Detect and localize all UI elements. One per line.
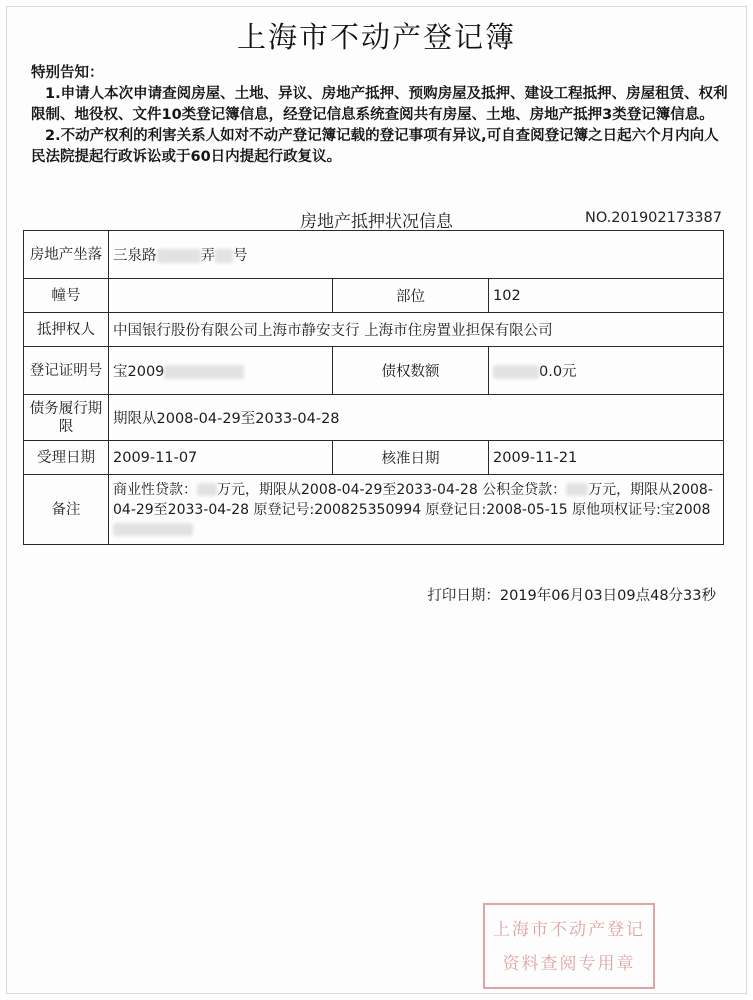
seal-line-1: 上海市不动产登记 — [493, 920, 645, 940]
redaction-blur — [566, 483, 588, 496]
cert-prefix: 宝2009 — [113, 364, 165, 380]
remarks-value — [109, 475, 724, 545]
special-notice — [31, 63, 731, 168]
document-number: NO.201902173387 — [585, 210, 722, 226]
accept-date-label: 受理日期 — [24, 441, 109, 475]
amount-value — [489, 347, 724, 395]
table-row — [24, 347, 724, 395]
registry-document-page — [6, 6, 747, 994]
table-row — [24, 279, 724, 313]
table-row — [24, 395, 724, 441]
table-row — [24, 441, 724, 475]
remarks-label: 备注 — [24, 475, 109, 545]
notice-heading: 特别告知： — [31, 65, 104, 81]
remarks-part-1: 商业性贷款： — [113, 481, 197, 498]
building-label: 幢号 — [24, 279, 109, 313]
unit-label: 部位 — [333, 279, 489, 313]
amount-suffix: 0.0元 — [539, 364, 577, 380]
location-suffix: 号 — [233, 248, 248, 264]
seal-line-2: 资料查阅专用章 — [502, 954, 636, 974]
notice-paragraph-1: 1.申请人本次申请查阅房屋、土地、异议、房地产抵押、预购房屋及抵押、建设工程抵押、房屋租赁、权利限制、地役权、文件10类登记簿信息，经登记信息系统查阅共有房屋、土地、房地产抵押3类登记簿信息。 — [31, 86, 728, 123]
period-value: 期限从2008-04-29至2033-04-28 — [109, 395, 724, 441]
remarks-part-2: 万元，期限从2008-04-29至2033-04-28 公积金贷款： — [217, 481, 567, 498]
document-title: 上海市不动产登记簿 — [236, 20, 516, 54]
location-value — [109, 231, 724, 279]
cert-label: 登记证明号 — [24, 347, 109, 395]
approve-date-label: 核准日期 — [333, 441, 489, 475]
section-title: 房地产抵押状况信息 — [300, 212, 453, 232]
location-prefix: 三泉路 — [113, 248, 157, 264]
official-seal-stamp — [483, 903, 655, 989]
mortgage-info-table — [23, 230, 724, 545]
location-mid: 弄 — [200, 248, 215, 264]
table-row — [24, 313, 724, 347]
unit-value: 102 — [489, 279, 724, 313]
redaction-blur — [197, 483, 217, 496]
period-label: 债务履行期限 — [24, 395, 109, 441]
redaction-blur — [215, 249, 233, 263]
table-row — [24, 475, 724, 545]
redaction-blur — [164, 365, 244, 379]
approve-date-value: 2009-11-21 — [489, 441, 724, 475]
mortgagee-label: 抵押权人 — [24, 313, 109, 347]
location-label: 房地产坐落 — [24, 231, 109, 279]
cert-value — [109, 347, 333, 395]
amount-label: 债权数额 — [333, 347, 489, 395]
building-value — [109, 279, 333, 313]
notice-paragraph-2: 2.不动产权利的利害关系人如对不动产登记簿记载的登记事项有异议,可自查阅登记簿之日起六个月内向人民法院提起行政诉讼或于60日内提起行政复议。 — [31, 128, 719, 165]
redaction-blur — [157, 249, 201, 263]
redaction-blur — [493, 365, 539, 379]
remarks-part-3: 万元，期限从2008-04-29至2033-04-28 原登记号:200825350994 原登记日:2008-05-15 原他项权证号:宝2008 — [113, 481, 713, 518]
table-row — [24, 231, 724, 279]
mortgagee-value: 中国银行股份有限公司上海市静安支行 上海市住房置业担保有限公司 — [109, 313, 724, 347]
redaction-blur — [113, 523, 193, 536]
print-date: 打印日期：2019年06月03日09点48分33秒 — [427, 588, 716, 604]
accept-date-value: 2009-11-07 — [109, 441, 333, 475]
